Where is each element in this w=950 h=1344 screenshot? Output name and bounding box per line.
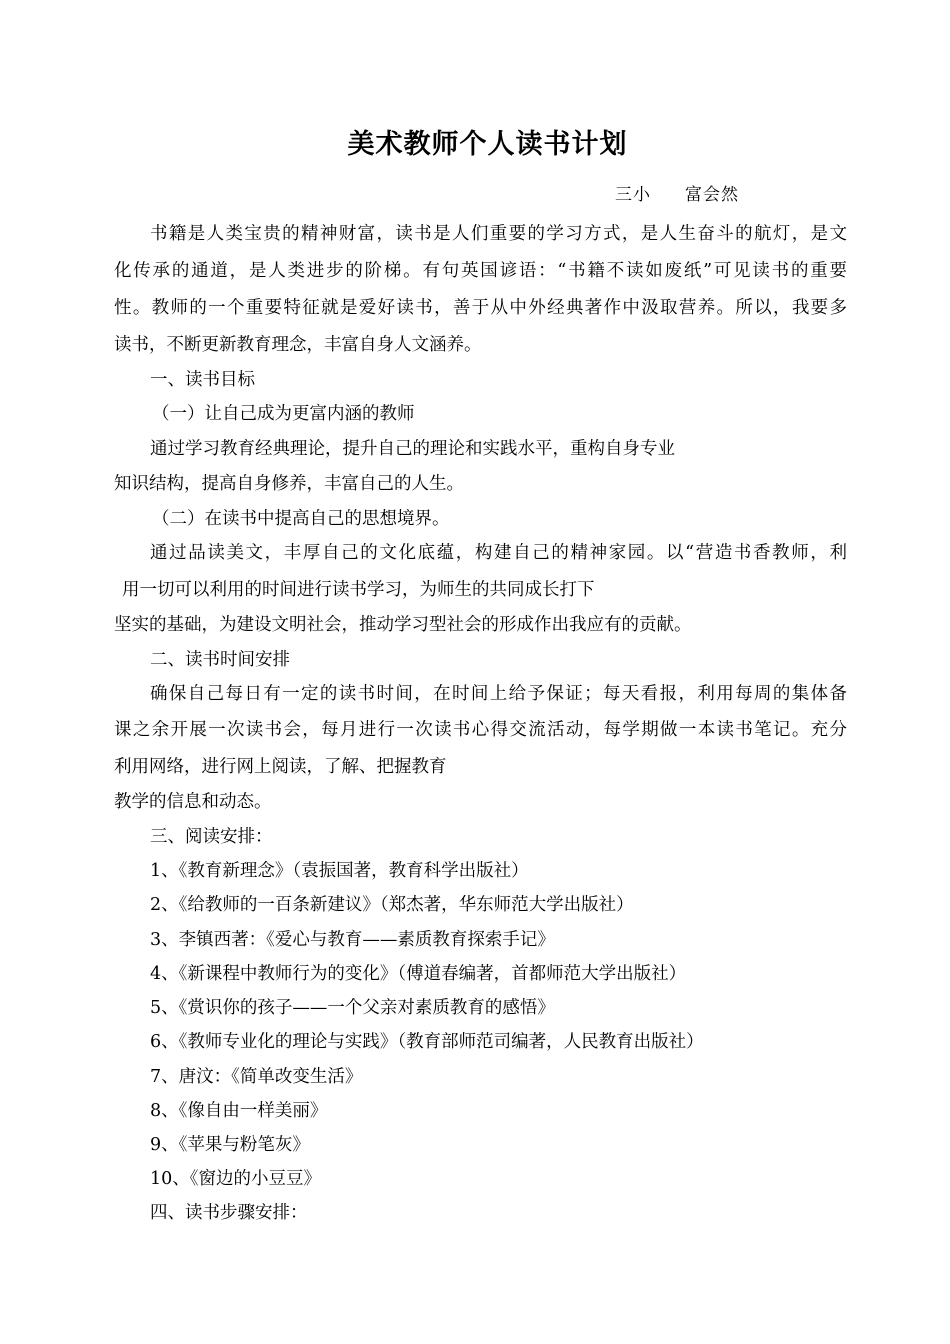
reading-list-item: 8、《像自由一样美丽》 <box>150 1101 328 1121</box>
body-line: 教学的信息和动态。 <box>114 792 272 812</box>
body-line: 坚实的基础，为建设文明社会，推动学习型社会的形成作出我应有的贡献。 <box>114 615 692 635</box>
body-line: 通过品读美文，丰厚自己的文化底蕴，构建自己的精神家园。以“营造书香教师，利 <box>150 543 847 563</box>
reading-list-item: 10、《窗边的小豆豆》 <box>150 1169 322 1189</box>
reading-list-item: 7、唐汶：《简单改变生活》 <box>150 1067 363 1087</box>
intro-line: 化传承的通道，是人类进步的阶梯。有句英国谚语：“书籍不读如废纸”可见读书的重要 <box>114 261 847 281</box>
section-heading: 三、阅读安排： <box>150 827 273 847</box>
body-line: 知识结构，提高自身修养，丰富自己的人生。 <box>114 474 464 494</box>
intro-line: 性。教师的一个重要特征就是爱好读书，善于从中外经典著作中汲取营养。所以，我要多 <box>114 298 847 318</box>
subsection-heading: （一）让自己成为更富内涵的教师 <box>152 404 415 424</box>
document-title: 美术教师个人读书计划 <box>347 129 628 160</box>
subsection-heading: （二）在读书中提高自己的思想境界。 <box>152 509 450 529</box>
body-line: 课之余开展一次读书会，每月进行一次读书心得交流活动，每学期做一本读书笔记。充分 <box>114 720 847 740</box>
section-heading: 二、读书时间安排 <box>150 650 290 670</box>
reading-list-item: 2、《给教师的一百条新建议》（郑杰著，华东师范大学出版社） <box>150 895 634 915</box>
section-heading: 一、读书目标 <box>150 370 255 390</box>
body-line: 利用网络，进行网上阅读，了解、把握教育 <box>114 757 447 777</box>
author-line <box>615 180 739 205</box>
reading-list-item: 1、《教育新理念》（袁振国著，教育科学出版社） <box>150 861 529 881</box>
reading-list-item: 5、《赏识你的孩子——一个父亲对素质教育的感悟》 <box>150 998 555 1018</box>
section-heading: 四、读书步骤安排： <box>150 1203 308 1223</box>
reading-list-item: 4、《新课程中教师行为的变化》（傅道春编著，首都师范大学出版社） <box>150 964 687 984</box>
intro-line: 书籍是人类宝贵的精神财富，读书是人们重要的学习方式，是人生奋斗的航灯，是文 <box>150 224 847 244</box>
body-line: 用一切可以利用的时间进行读书学习，为师生的共同成长打下 <box>122 580 595 600</box>
author-school: 三小 <box>615 185 651 205</box>
reading-list-item: 9、《苹果与粉笔灰》 <box>150 1135 310 1155</box>
body-line: 确保自己每日有一定的读书时间，在时间上给予保证；每天看报，利用每周的集体备 <box>150 684 847 704</box>
author-name: 富会然 <box>685 185 739 205</box>
reading-list-item: 3、李镇西著：《爱心与教育——素质教育探索手记》 <box>150 930 555 950</box>
body-line: 通过学习教育经典理论，提升自己的理论和实践水平，重构自身专业 <box>150 439 675 459</box>
reading-list-item: 6、《教师专业化的理论与实践》（教育部师范司编著，人民教育出版社） <box>150 1032 704 1052</box>
intro-line: 读书，不断更新教育理念，丰富自身人文涵养。 <box>114 335 482 355</box>
